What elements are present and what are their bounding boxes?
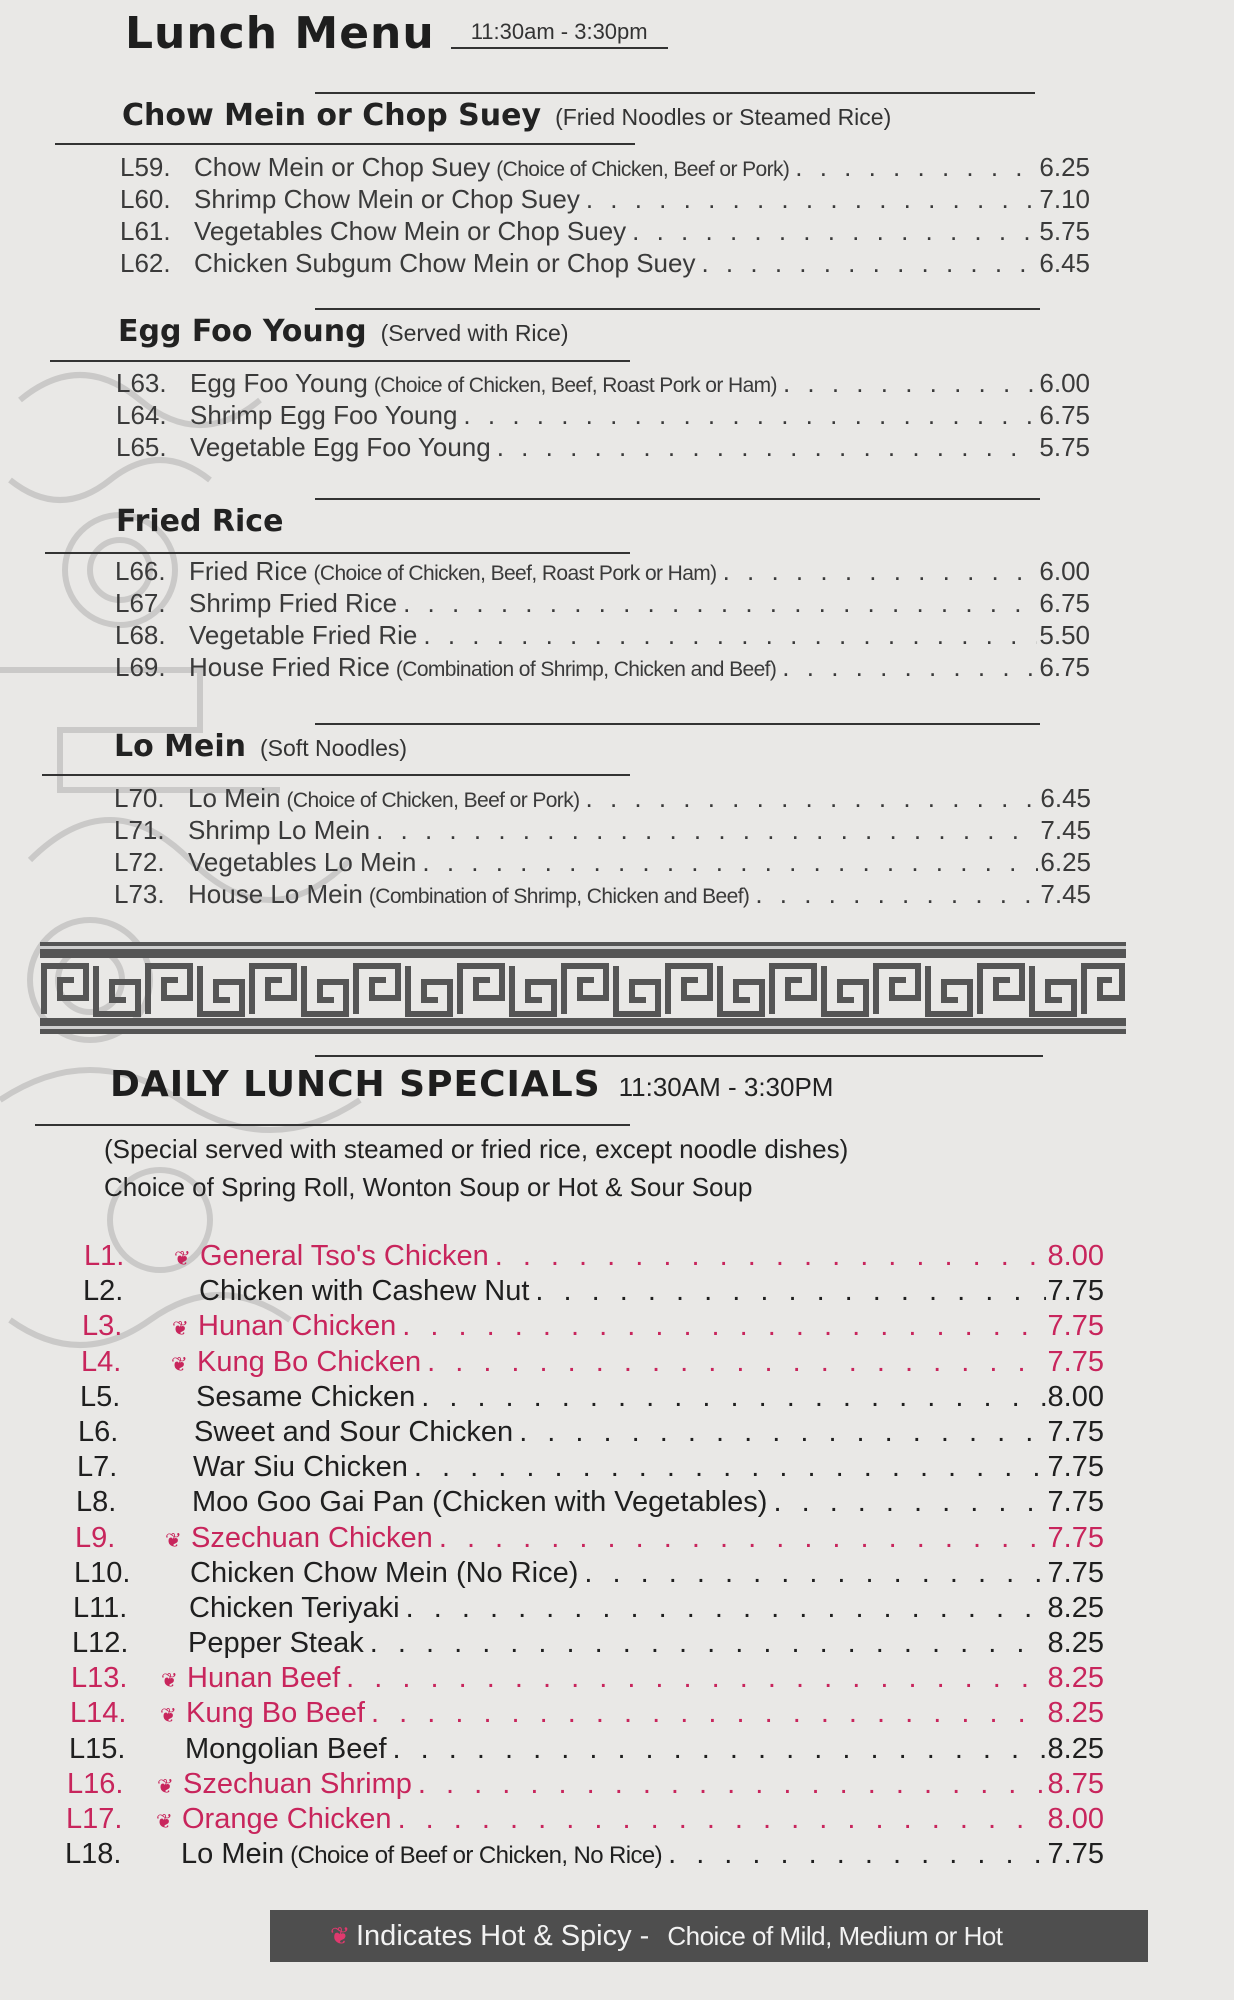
leader-dots: [418, 1768, 1046, 1801]
item-code: L68.: [115, 620, 166, 650]
item-code: L10.: [74, 1556, 131, 1589]
section-rule-bottom: [50, 360, 630, 362]
pepper-icon: ❦: [165, 1529, 182, 1552]
specials-header: [110, 1064, 833, 1105]
item-note: (Choice of Beef or Chicken, No Rice): [290, 1842, 663, 1870]
item-name: Pepper Steak: [188, 1627, 364, 1660]
item-name: Vegetables Chow Mein or Chop Suey: [194, 216, 627, 246]
item-price: 7.75: [1047, 1556, 1104, 1589]
leader-dots: [427, 1346, 1045, 1379]
special-item: [83, 1275, 1104, 1310]
section-title-text: Chow Mein or Chop Suey: [122, 98, 542, 133]
section-subtitle: (Soft Noodles): [260, 735, 408, 761]
item-code: L7.: [77, 1451, 118, 1484]
leader-dots: [421, 1381, 1045, 1414]
item-price: 7.75: [1047, 1275, 1104, 1308]
special-item: [80, 1381, 1104, 1416]
item-note: (Choice of Chicken, Beef, Roast Pork or Ham): [373, 374, 777, 397]
item-name: War Siu Chicken: [193, 1451, 408, 1484]
specials-hours: 11:30AM - 3:30PM: [618, 1072, 834, 1102]
section-title-text: Lo Mein: [114, 729, 247, 764]
menu-item: [120, 152, 1090, 184]
item-code: L5.: [80, 1380, 121, 1413]
leader-dots: [463, 400, 1037, 431]
item-price: 7.75: [1047, 1838, 1104, 1871]
item-name: Kung Bo Chicken: [197, 1345, 422, 1378]
item-code: L69.: [115, 652, 166, 682]
item-code: L13.: [71, 1662, 128, 1695]
leader-dots: [402, 1310, 1045, 1343]
item-name: Chicken Subgum Chow Mein or Chop Suey: [194, 248, 696, 278]
menu-item: [120, 216, 1090, 248]
item-price: 5.75: [1039, 216, 1090, 246]
item-price: 6.75: [1039, 652, 1090, 682]
pepper-icon: ❦: [160, 1705, 177, 1728]
leader-dots: [723, 556, 1038, 587]
item-name: Chicken with Cashew Nut: [199, 1275, 530, 1308]
item-price: 6.75: [1039, 588, 1090, 618]
item-name: Fried Rice: [189, 556, 308, 586]
special-item: [84, 1240, 1104, 1275]
pepper-icon: ❦: [172, 1318, 189, 1341]
special-item: [65, 1838, 1104, 1873]
specials-title: DAILY LUNCH SPECIALS: [110, 1064, 601, 1105]
item-code: L65.: [116, 432, 167, 462]
section-title: [122, 98, 891, 133]
item-name: Chicken Teriyaki: [189, 1591, 400, 1624]
menu-item: [114, 815, 1091, 847]
special-item: [70, 1697, 1104, 1732]
item-price: 8.75: [1047, 1767, 1104, 1800]
item-note: (Combination of Shrimp, Chicken and Beef): [368, 885, 750, 908]
menu-item: [114, 847, 1091, 879]
item-price: 7.75: [1047, 1451, 1104, 1484]
leader-dots: [406, 1592, 1046, 1625]
item-name: Szechuan Shrimp: [183, 1767, 412, 1800]
special-item: [81, 1346, 1104, 1381]
section-rule-top: [315, 92, 1035, 94]
leader-dots: [701, 248, 1037, 279]
item-price: 6.00: [1039, 556, 1090, 586]
menu-item: [115, 652, 1090, 684]
section-rule-top: [315, 308, 1040, 310]
leader-dots: [393, 1733, 1046, 1766]
pepper-icon: ❦: [174, 1248, 191, 1270]
footer-choice-text: Choice of Mild, Medium or Hot: [667, 1920, 1003, 1951]
special-item: [73, 1592, 1104, 1627]
item-code: L67.: [115, 588, 166, 618]
item-name: Mongolian Beef: [185, 1732, 387, 1765]
item-code: L15.: [69, 1732, 126, 1765]
pepper-icon: ❦: [157, 1775, 174, 1798]
specials-rule-top: [315, 1055, 1043, 1057]
item-name: Sesame Chicken: [196, 1380, 416, 1413]
item-price: 8.25: [1047, 1732, 1104, 1765]
menu-item: [116, 400, 1090, 432]
item-price: 6.25: [1039, 152, 1090, 182]
section-title: [114, 729, 407, 764]
leader-dots: [632, 216, 1037, 247]
item-code: L17.: [66, 1803, 123, 1835]
item-price: 7.75: [1047, 1310, 1104, 1343]
item-price: 6.45: [1040, 783, 1091, 813]
greek-key-border: [40, 942, 1126, 1034]
footer-hot-spicy-text: Indicates Hot & Spicy -: [356, 1919, 650, 1952]
item-code: L4.: [81, 1345, 122, 1378]
item-price: 7.75: [1047, 1521, 1104, 1554]
item-name: Hunan Chicken: [198, 1310, 397, 1343]
item-code: L73.: [114, 879, 165, 909]
item-name: Chow Mein or Chop Suey: [194, 152, 491, 182]
special-item: [78, 1416, 1104, 1451]
item-name: Sweet and Sour Chicken: [194, 1415, 514, 1448]
item-price: 7.75: [1047, 1415, 1104, 1448]
item-price: 8.25: [1047, 1627, 1104, 1660]
leader-dots: [371, 1697, 1046, 1730]
item-price: 8.00: [1047, 1803, 1104, 1835]
menu-item: [120, 184, 1090, 216]
section-rule-bottom: [42, 774, 630, 776]
specials-list: [65, 1240, 1104, 1873]
section-title: [116, 504, 283, 539]
leader-dots: [414, 1451, 1046, 1484]
item-code: L70.: [114, 783, 165, 813]
leader-dots: [535, 1275, 1045, 1308]
item-code: L66.: [115, 556, 166, 586]
menu-item: [115, 620, 1090, 652]
item-price: 8.00: [1047, 1380, 1104, 1413]
section-title-text: Fried Rice: [116, 504, 284, 539]
leader-dots: [668, 1838, 1045, 1871]
menu-item: [116, 368, 1090, 400]
item-price: 6.00: [1039, 368, 1090, 398]
item-price: 8.25: [1047, 1591, 1104, 1624]
item-code: L12.: [72, 1627, 129, 1660]
special-item: [66, 1803, 1104, 1838]
section-items: [115, 556, 1090, 684]
item-code: L61.: [120, 216, 171, 246]
section-rule-bottom: [55, 143, 635, 145]
item-price: 7.45: [1040, 815, 1091, 845]
item-note: (Choice of Chicken, Beef, Roast Pork or Ham): [313, 562, 717, 585]
leader-dots: [586, 184, 1038, 215]
special-item: [76, 1486, 1104, 1521]
section-items: [120, 152, 1090, 280]
item-name: Lo Mein: [188, 783, 281, 813]
item-price: 8.00: [1047, 1240, 1104, 1272]
leader-dots: [370, 1627, 1046, 1660]
leader-dots: [398, 1803, 1046, 1836]
item-name: Egg Foo Young: [190, 368, 368, 398]
menu-item: [114, 783, 1091, 815]
item-name: Kung Bo Beef: [186, 1697, 365, 1730]
leader-dots: [755, 879, 1038, 910]
leader-dots: [586, 783, 1039, 814]
pepper-icon: ❦: [330, 1922, 351, 1950]
special-item: [75, 1522, 1104, 1557]
item-code: L18.: [65, 1838, 122, 1871]
leader-dots: [495, 1240, 1046, 1273]
item-price: 6.75: [1039, 400, 1090, 430]
section-items: [114, 783, 1091, 911]
item-name: Szechuan Chicken: [191, 1521, 433, 1554]
leader-dots: [376, 815, 1038, 846]
item-code: L60.: [120, 184, 171, 214]
special-item: [77, 1451, 1104, 1486]
leader-dots: [519, 1416, 1045, 1449]
item-code: L11.: [73, 1591, 128, 1624]
item-name: General Tso's Chicken: [200, 1240, 489, 1272]
specials-note-line1: (Special served with steamed or fried rice, except noodle dishes): [104, 1134, 849, 1164]
section-rule-bottom: [45, 552, 630, 554]
menu-item: [114, 879, 1091, 911]
item-price: 6.45: [1039, 248, 1090, 278]
section-rule-top: [315, 498, 1040, 500]
menu-item: [120, 248, 1090, 280]
leader-dots: [773, 1486, 1045, 1519]
section-subtitle: (Served with Rice): [380, 320, 569, 346]
specials-rule-bottom: [35, 1124, 630, 1126]
section-rule-top: [315, 723, 1040, 725]
menu-item: [115, 588, 1090, 620]
item-name: Shrimp Chow Mein or Chop Suey: [194, 184, 580, 214]
item-code: L64.: [116, 400, 167, 430]
leader-dots: [497, 432, 1038, 463]
leader-dots: [346, 1662, 1045, 1695]
special-item: [74, 1557, 1104, 1592]
item-name: House Fried Rice: [189, 652, 390, 682]
item-price: 6.25: [1040, 847, 1091, 877]
item-code: L63.: [116, 368, 167, 398]
item-price: 7.45: [1040, 879, 1091, 909]
leader-dots: [783, 368, 1037, 399]
leader-dots: [584, 1557, 1045, 1590]
menu-hours: 11:30am - 3:30pm: [451, 19, 668, 49]
special-item: [69, 1733, 1104, 1768]
item-name: Chicken Chow Mein (No Rice): [190, 1556, 579, 1589]
pepper-icon: ❦: [171, 1353, 188, 1376]
item-code: L9.: [75, 1521, 116, 1554]
item-price: 8.25: [1047, 1697, 1104, 1730]
menu-item: [115, 556, 1090, 588]
footer-legend: [270, 1910, 1148, 1962]
item-name: Lo Mein: [181, 1838, 285, 1871]
item-code: L16.: [67, 1767, 124, 1800]
item-name: Moo Goo Gai Pan (Chicken with Vegetables): [192, 1486, 768, 1519]
item-name: Vegetables Lo Mein: [188, 847, 417, 877]
section-title: [118, 314, 569, 349]
menu-title: Lunch Menu: [125, 8, 435, 59]
item-code: L1.: [84, 1240, 125, 1272]
item-price: 5.75: [1039, 432, 1090, 462]
item-note: (Combination of Shrimp, Chicken and Beef): [395, 658, 777, 681]
leader-dots: [795, 152, 1037, 183]
item-name: House Lo Mein: [188, 879, 363, 909]
item-name: Hunan Beef: [187, 1662, 341, 1695]
item-code: L72.: [114, 847, 165, 877]
leader-dots: [782, 652, 1037, 683]
item-name: Shrimp Lo Mein: [188, 815, 371, 845]
specials-note-line2: Choice of Spring Roll, Wonton Soup or Hot & Sour Soup: [104, 1172, 753, 1202]
item-note: (Choice of Chicken, Beef or Pork): [286, 789, 580, 812]
item-name: Vegetable Egg Foo Young: [190, 432, 491, 462]
leader-dots: [439, 1522, 1046, 1555]
special-item: [82, 1310, 1104, 1345]
item-code: L3.: [82, 1310, 123, 1343]
item-note: (Choice of Chicken, Beef or Pork): [496, 158, 790, 181]
item-price: 7.75: [1047, 1345, 1104, 1378]
specials-note: [104, 1130, 848, 1206]
item-price: 8.25: [1047, 1662, 1104, 1695]
item-name: Shrimp Fried Rice: [189, 588, 398, 618]
item-name: Vegetable Fried Rie: [189, 620, 418, 650]
section-items: [116, 368, 1090, 464]
special-item: [72, 1627, 1104, 1662]
item-price: 5.50: [1039, 620, 1090, 650]
pepper-icon: ❦: [156, 1811, 173, 1833]
item-price: 7.75: [1047, 1486, 1104, 1519]
item-name: Shrimp Egg Foo Young: [190, 400, 458, 430]
item-code: L2.: [83, 1275, 124, 1308]
item-price: 7.10: [1039, 184, 1090, 214]
leader-dots: [403, 588, 1037, 619]
special-item: [71, 1662, 1104, 1697]
pepper-icon: ❦: [161, 1670, 178, 1693]
menu-header: [125, 8, 668, 59]
item-code: L14.: [70, 1697, 127, 1730]
item-code: L71.: [114, 815, 165, 845]
item-code: L6.: [78, 1415, 119, 1448]
item-name: Orange Chicken: [182, 1803, 392, 1835]
section-title-text: Egg Foo Young: [118, 314, 367, 349]
menu-item: [116, 432, 1090, 464]
item-code: L62.: [120, 248, 171, 278]
leader-dots: [423, 620, 1037, 651]
item-code: L8.: [76, 1486, 117, 1519]
leader-dots: [422, 847, 1038, 878]
section-subtitle: (Fried Noodles or Steamed Rice): [555, 104, 892, 130]
item-code: L59.: [120, 152, 171, 182]
special-item: [67, 1768, 1104, 1803]
